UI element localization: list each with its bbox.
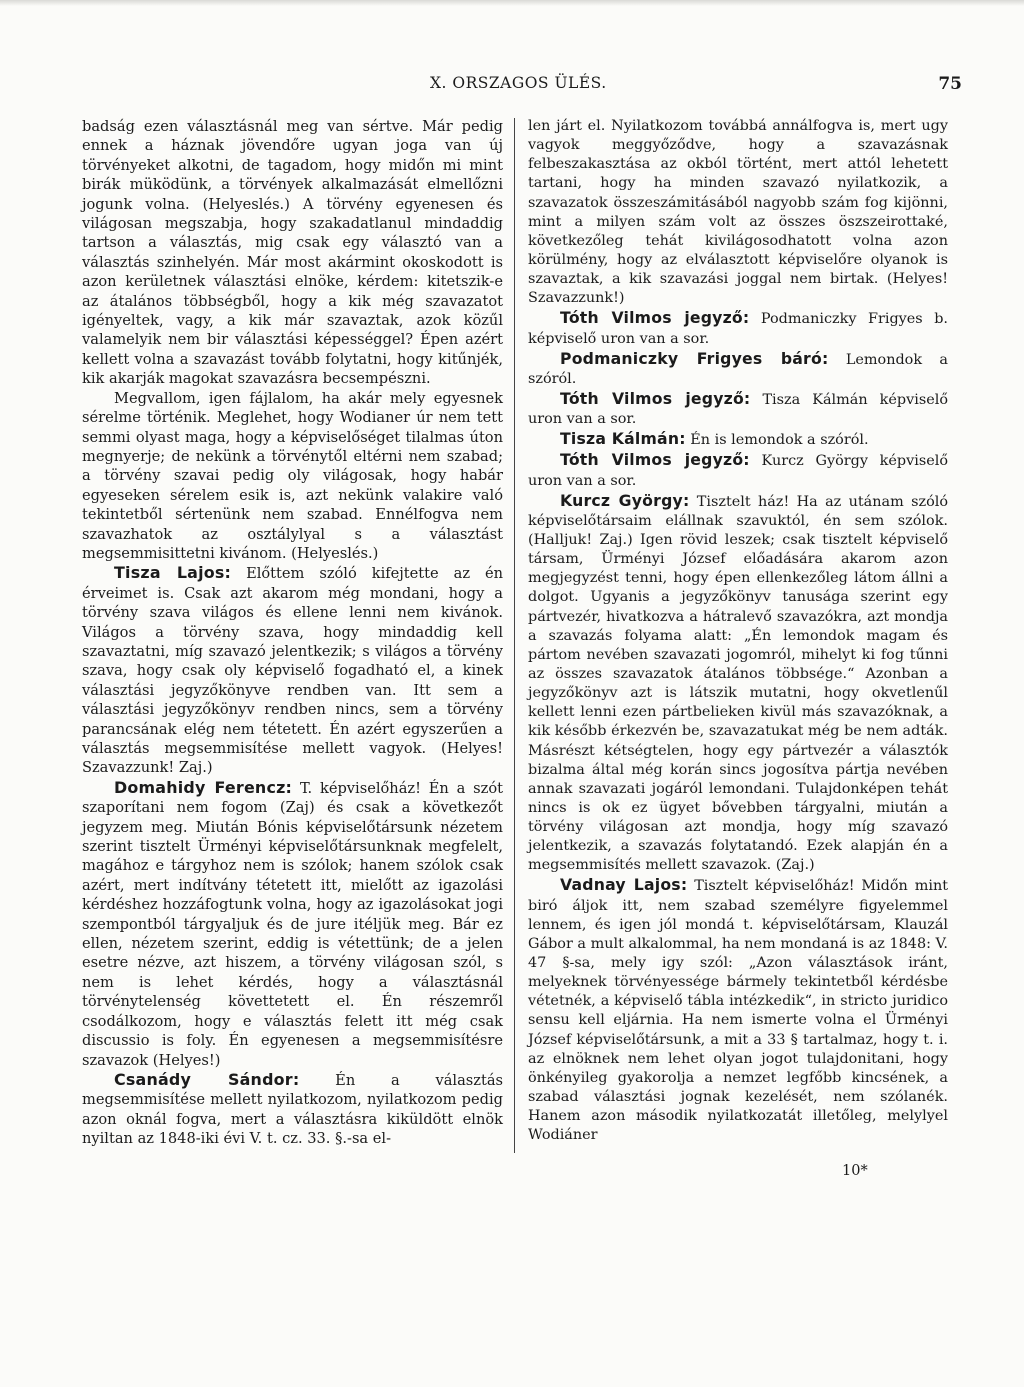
page-number: 75 [938, 74, 962, 94]
speech-text: T. képviselőház! Én a szót szaporítani nem fogom (Zaj) és csak a következőt jegyzem meg. Miután Bónis képviselőtársunk nézetem szerint tisztelt Ürményi képviselőtársunknak megfelelt, magához e tárgyhoz nem is szólok; hanem szólok csak azért, mert indítvány tétetett itt, mielőtt az igazolási kérdéshez hozzáfogtunk volna, hogy az igazolásokat jogi szempontból tárgyaljuk és de jure itéljük meg. Bár ez ellen, nézetem szerint, eddig is vétettünk; de a jelen esetre nézve, azt hiszem, a törvény világosan szól, s nem is lehet kérdés, hogy a választásnál törvénytelenség követtetett el. Én részemről csodálkozom, hogy e választás felett itt még csak discussio is foly. Én egyenesen a megsemmisítésre szavazok (Helyes!) [82, 779, 503, 1069]
signature-mark: 10* [842, 1163, 868, 1179]
speech-text: Én a választás megsemmisítése mellett nyilatkozom, nyilatkozom pedig azon oknál fogva, mert a választásra kiküldött elnök nyiltan az 1848-iki évi V. t. cz. 33. §.-sa el- [82, 1071, 504, 1148]
speaker-name: Vadnay Lajos: [560, 875, 688, 895]
paragraph: len járt el. Nyilatkozom továbbá annálfogva is, mert ugy vagyok meggyőződve, hogy a szavazásnak felbeszakasztása az okból történt, mert attól lehetett tartani, hogy ha minden szavazó nyilatkozik, a szavazatok összeszámitásából nagyobb szám fog kijönni, mint a milyen szám volt az összes öszszeirottaké, következőleg tehát kivilágosodhatott volna azon körülmény, hogy az elválasztott képviselőre olyanok is szavaztak, a kik szavazási joggal nem birtak. (Helyes! Szavazzunk!) [528, 118, 948, 307]
speech [528, 349, 948, 389]
speech-text: Előttem szóló kifejtette az én érveimet is. Csak azt akarom még mondani, hogy a törvény szava világos és ellene lenni nem kivánok. Világos a törvény szava, hogy mindaddig kell szavaztatni, míg szavazó jelentkezik; s világos a törvény szava, hogy csak oly képviselő fogadható el, a kinek választási jegyzőkönyve rendben van. Itt sem a választási jegyzőkönyv rendben nincs, sem a törvény parancsának elég nem tétetett. Én azért egyszerűen a választás megsemmisítése mellett vagyok. (Helyes! Szavazzunk! Zaj.) [82, 565, 504, 777]
right-column [528, 117, 948, 1145]
speech [528, 429, 948, 450]
running-head: X. ORSZAGOS ÜLÉS. [430, 74, 607, 92]
speech-text: Tisztelt ház! Ha az utánam szóló képviselőtársaim elállnak szavuktól, én sem szólok. (Halljuk! Zaj.) Igen rövid leszek; csak tisztelt képviselő társam, Ürményi József előadására akarom azon megjegyzést tenni, hogy épen ellenkezőleg látom állni a dolgot. Ugyanis a jegyzőkönyv tanusága szerint egy pártvezér, hivatkozva a hátralevő szavazókra, azt mondja a szavazás folyama alatt: „Én lemondok magam és pártom nevében szavazati jogomról, mihelyt ki fog tűnni az összes szavazatok átalános többsége.“ Azonban a jegyzőkönyv azt is látszik mutatni, hogy okvetlenűl kellett lenni ezen pártbelieken kivül más szavazóknak, a kik később érkezvén be, szavazatukat még be nem adták. Másrészt kétségtelen, hogy egy pártvezér a választók bizalma által még korán sincs jogosítva pártja nevében annak szavazati jogáról lemondani. Tulajdonképen tehát nincs is ok ez ügyet bővebben tárgyalni, miután a törvény világosan azt mondja, hogy míg szavazó jelentkezik, a szavazás folytatandó. Ezek alapján én a megsemmisítés mellett szavazok. (Zaj.) [528, 493, 949, 874]
speaker-name: Tóth Vilmos jegyző: [560, 450, 750, 470]
speech [82, 1070, 503, 1149]
paragraph: Megvallom, igen fájlalom, ha akár mely egyesnek sérelme történik. Meglehet, hogy Wodianer úr nem tett semmi olyast maga, hogy a képviselőséget tilalmas úton megnyerje; de nekünk a törvénytől eltérni nem szabad; a törvény szavai pedig oly világosak, hogy habár egyeseken sérelem esik is, azt nekünk valakire való tekintetből sértenünk nem szabad. Ennélfogva nem szavazhatok az osztálylyal s a választást megsemmisittetni kivánom. (Helyeslés.) [82, 389, 503, 562]
speech-text: Tisza Kálmán képviselő uron van a sor. [528, 391, 949, 428]
speaker-name: Tisza Lajos: [114, 563, 232, 583]
speaker-name: Tóth Vilmos jegyző: [560, 388, 751, 408]
speech [528, 389, 948, 429]
speech-text: Én is lemondok a szóról. [690, 432, 869, 449]
scan-edge [0, 0, 1024, 6]
speech [528, 875, 948, 1145]
speaker-name: Tóth Vilmos jegyző: [560, 308, 750, 328]
page-header [0, 74, 1024, 98]
speech [528, 308, 948, 348]
speaker-name: Tisza Kálmán: [560, 429, 686, 449]
speech-text: Kurcz György képviselő uron van a sor. [528, 453, 949, 489]
speech [82, 563, 503, 777]
speaker-name: Podmaniczky Frigyes báró: [560, 348, 829, 368]
paragraph: badság ezen választásnál meg van sértve. Már pedig ennek a háznak jövendőre ugyan joga van új törvényeket alkotni, de tagadom, hogy midőn mi mint birák müködünk, a törvények alkalmazását elmellőzni jogunk volna. (Helyeslés.) A törvény egyenesen és világosan megszabja, hogy szakadatlanul mindaddig tartson a választás, mig csak egy választó van a választás szinhelyén. Már most akármint okoskodott is azon kerületnek választási elnöke, kérdem: kitetszik-e az átalános többségből, hogy a kik még szavazatot igényeltek, vagy, a kik már szavaztak, azok közűl valamelyik nem bir választási képességgel? Épen azért kellett volna a szavazást tovább folytatni, hogy kitűnjék, kik akarják magokat szavazásra becsempészni. [82, 118, 503, 388]
speech [528, 491, 948, 876]
speaker-name: Csanády Sándor: [114, 1069, 300, 1089]
speech [82, 778, 503, 1070]
left-column [82, 117, 503, 1149]
speech [528, 450, 948, 490]
speech-text: Lemondok a szóról. [528, 351, 949, 387]
speech-text: Tisztelt képviselőház! Midőn mint biró áljok itt, nem szabad személyre figyelemmel lennem, és igen jól mondá t. képviselőtársam, Klauzál Gábor a mult alkalommal, ha nem mondaná is az 1848: V. 47 §-sa, mely igy szól: „Azon választások iránt, melyeknek törvényessége bármely tekintetből kérdésbe vétetnék, a képviselő tábla intézkedik“, in stricto juridico sensu kell eljárnia. Ha nem ismerte volna el Ürményi József képviselőtársunk, a mit a 33 § tartalmaz, hogy t. i. az elnöknek nem lehet olyan jogot tulajdonitani, hogy önkényileg gyakorolja a nemzet legfőbb kincsének, a szabad választási jognak kezelését, nem szólanék. Hanem azon második nyilatkozatát illetőleg, melylyel Wodiáner [528, 878, 948, 1144]
speech-text: Podmaniczky Frigyes b. képviselő uron van a sor. [528, 311, 948, 347]
column-rule [514, 118, 515, 1153]
speaker-name: Kurcz György: [560, 490, 690, 510]
speaker-name: Domahidy Ferencz: [114, 777, 293, 797]
